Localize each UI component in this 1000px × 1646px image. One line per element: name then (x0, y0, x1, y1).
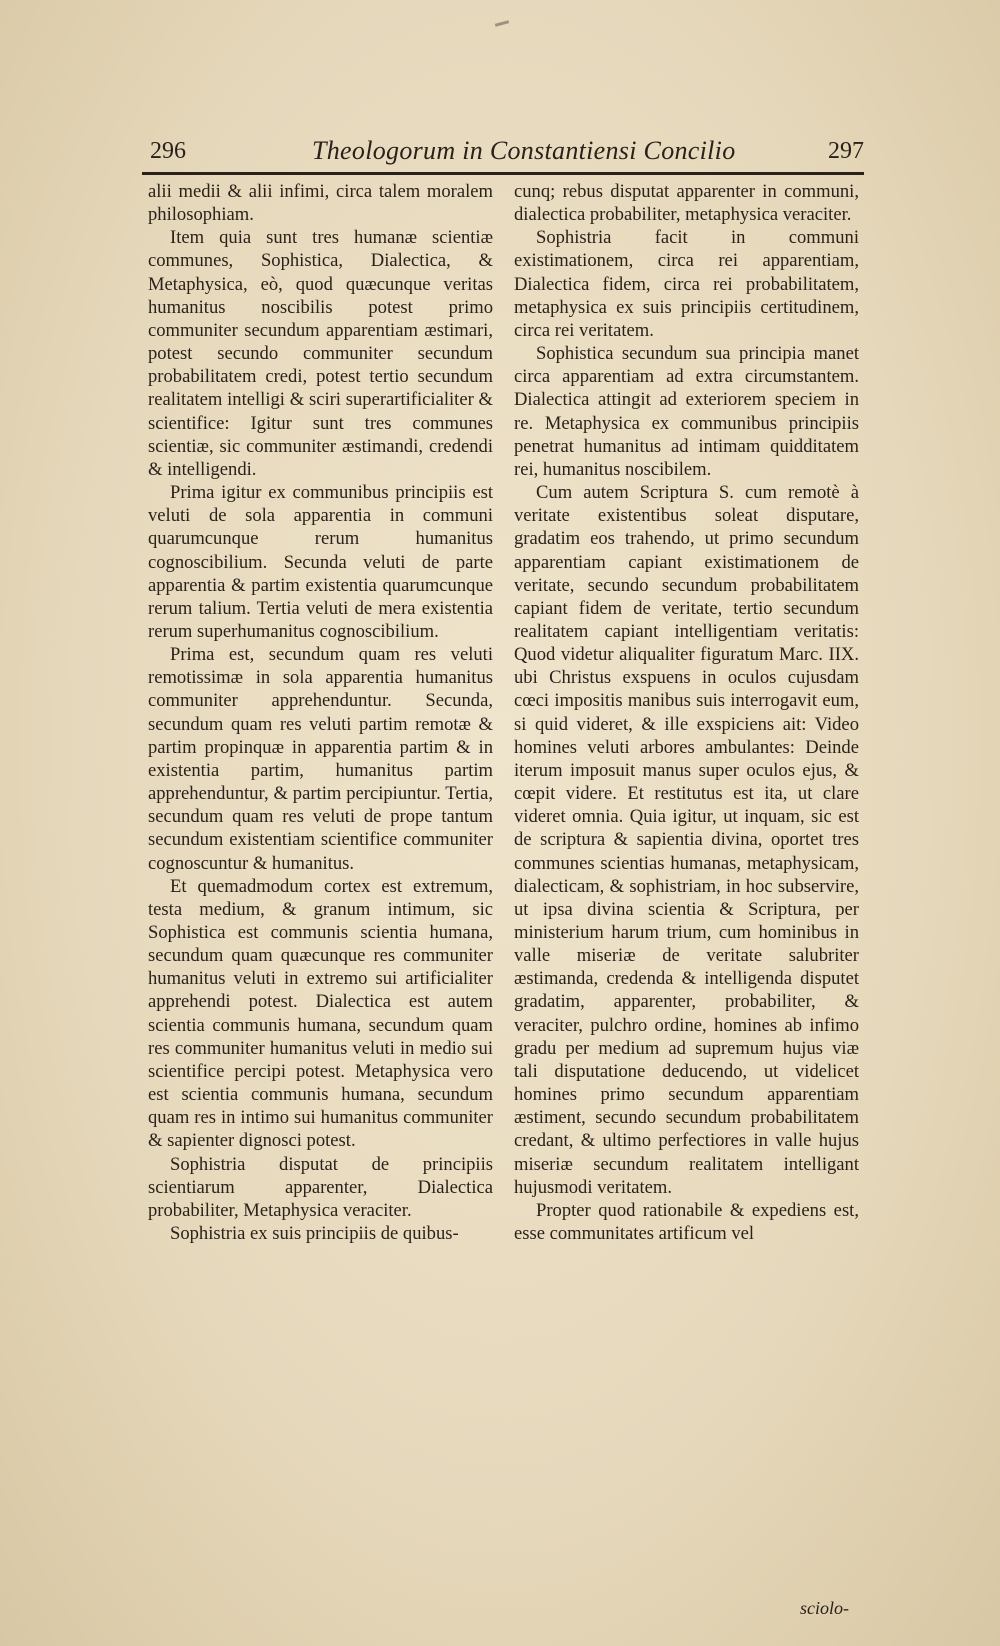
paragraph: cunq; rebus disputat apparenter in communi, dialectica probabiliter, metaphysica veraciter. (514, 181, 859, 226)
paragraph: Sophistria ex suis principiis de quibus- (170, 1223, 459, 1245)
paragraph: Sophistica secundum sua principia manet circa apparentiam ad extra circumstantem. Dialectica attingit ad exteriorem speciem in re. Metaphysica ex communibus principiis penetrat humanitus ad intimam quidditatem rei, humanitus noscibilem. (514, 343, 859, 480)
paragraph: alii medii & alii infimi, circa talem moralem philosophiam. (148, 181, 493, 226)
left-text-column (148, 180, 493, 1245)
paragraph: Sophistria facit in communi existimationem, circa rei apparentiam, Dialectica fidem, circa rei probabilitatem, metaphysica ex suis principiis certitudinem, circa rei veritatem. (514, 227, 859, 341)
paragraph: Item quia sunt tres humanæ scientiæ communes, Sophistica, Dialectica, & Metaphysica, eò, quod quæcunque veritas humanitus noscibilis potest primo communiter secundum apparentiam æstimari, potest secundo communiter secundum probabilitatem credi, potest tertio secundum realitatem intelligi & sciri superartificialiter & scientifice: Igitur sunt tres communes scientiæ, sic communiter æstimandi, credendi & intelligendi. (148, 227, 493, 480)
header-rule (142, 172, 864, 175)
paragraph: Sophistria disputat de principiis scientiarum apparenter, Dialectica probabiliter, Metaphysica veraciter. (148, 1153, 493, 1221)
paragraph: Cum autem Scriptura S. cum remotè à veritate existentibus soleat disputare, gradatim eos trahendo, ut primo secundum apparentiam capiant existimationem de veritate, secundo secundum probabilitatem capiant fidem de veritate, tertio secundum realitatem capiant intelligentiam veritatis: Quod videtur aliqualiter figuratum Marc. IIX. ubi Christus exspuens in oculos cujusdam cœci impositis manibus suis interrogavit eum, si quid videret, & ille exspiciens ait: Video homines veluti arbores ambulantes: Deinde iterum imposuit manus super oculos ejus, & cœpit videre. Et restitutus est ita, ut clare videret omnia. Quia igitur, ut inquam, sic est de scriptura & sapientia divina, oportet tres communes scientias humanas, metaphysicam, dialecticam, & sophistriam, in hoc subservire, ut ipsa divina scientia & Scriptura, per ministerium harum trium, cum hominibus in valle miseriæ de veritate salubriter æstimanda, credenda & intelligenda disputet gradatim, apparenter, probabiliter, & veraciter, pulchro ordine, homines ab infimo gradu per medium ad supremum hujus viæ tali disputatione deducendo, ut videlicet homines primo secundum apparentiam æstiment, secundo secundum probabilitatem credant, & ultimo perfectiores in valle hujus miseriæ secundum realitatem intelligant hujusmodi veritatem. (514, 482, 859, 1198)
paragraph: Prima est, secundum quam res veluti remotissimæ in sola apparentia humanitus communiter apprehenduntur. Secunda, secundum quam res veluti partim remotæ & partim propinquæ in apparentia partim & in existentia partim, humanitus partim apprehenduntur, & partim percipiuntur. Tertia, secundum quam res veluti de prope tantum secundum existentiam scientifice communiter cognoscuntur & humanitus. (148, 644, 493, 874)
paragraph: Et quemadmodum cortex est extremum, testa medium, & granum intimum, sic Sophistica est communis scientia humana, secundum quam quæcunque res communiter humanitus veluti in extremo sui artificialiter apprehendi potest. Dialectica est autem scientia communis humana, secundum quam res communiter humanitus veluti in medio sui scientifice percipi potest. Metaphysica vero est scientia communis humana, secundum quam res in intimo sui humanitus communiter & sapienter dignosci potest. (148, 875, 493, 1152)
paper-speck (495, 20, 509, 27)
catchword: sciolo- (800, 1598, 849, 1618)
right-text-column (514, 180, 859, 1245)
right-page-number: 297 (828, 138, 864, 164)
paragraph: Propter quod rationabile & expediens est, esse communitates artificum vel (514, 1199, 859, 1245)
running-header (142, 130, 864, 170)
paragraph: Prima igitur ex communibus principiis est veluti de sola apparentia in communi quarumcunque rerum humanitus cognoscibilium. Secunda veluti de parte apparentia & partim existentia quarumcunque rerum talium. Tertia veluti de mera existentia rerum superhumanitus cognoscibilium. (148, 482, 493, 642)
left-page-number: 296 (150, 138, 186, 164)
running-title: Theologorum in Constantiensi Concilio (312, 136, 736, 165)
